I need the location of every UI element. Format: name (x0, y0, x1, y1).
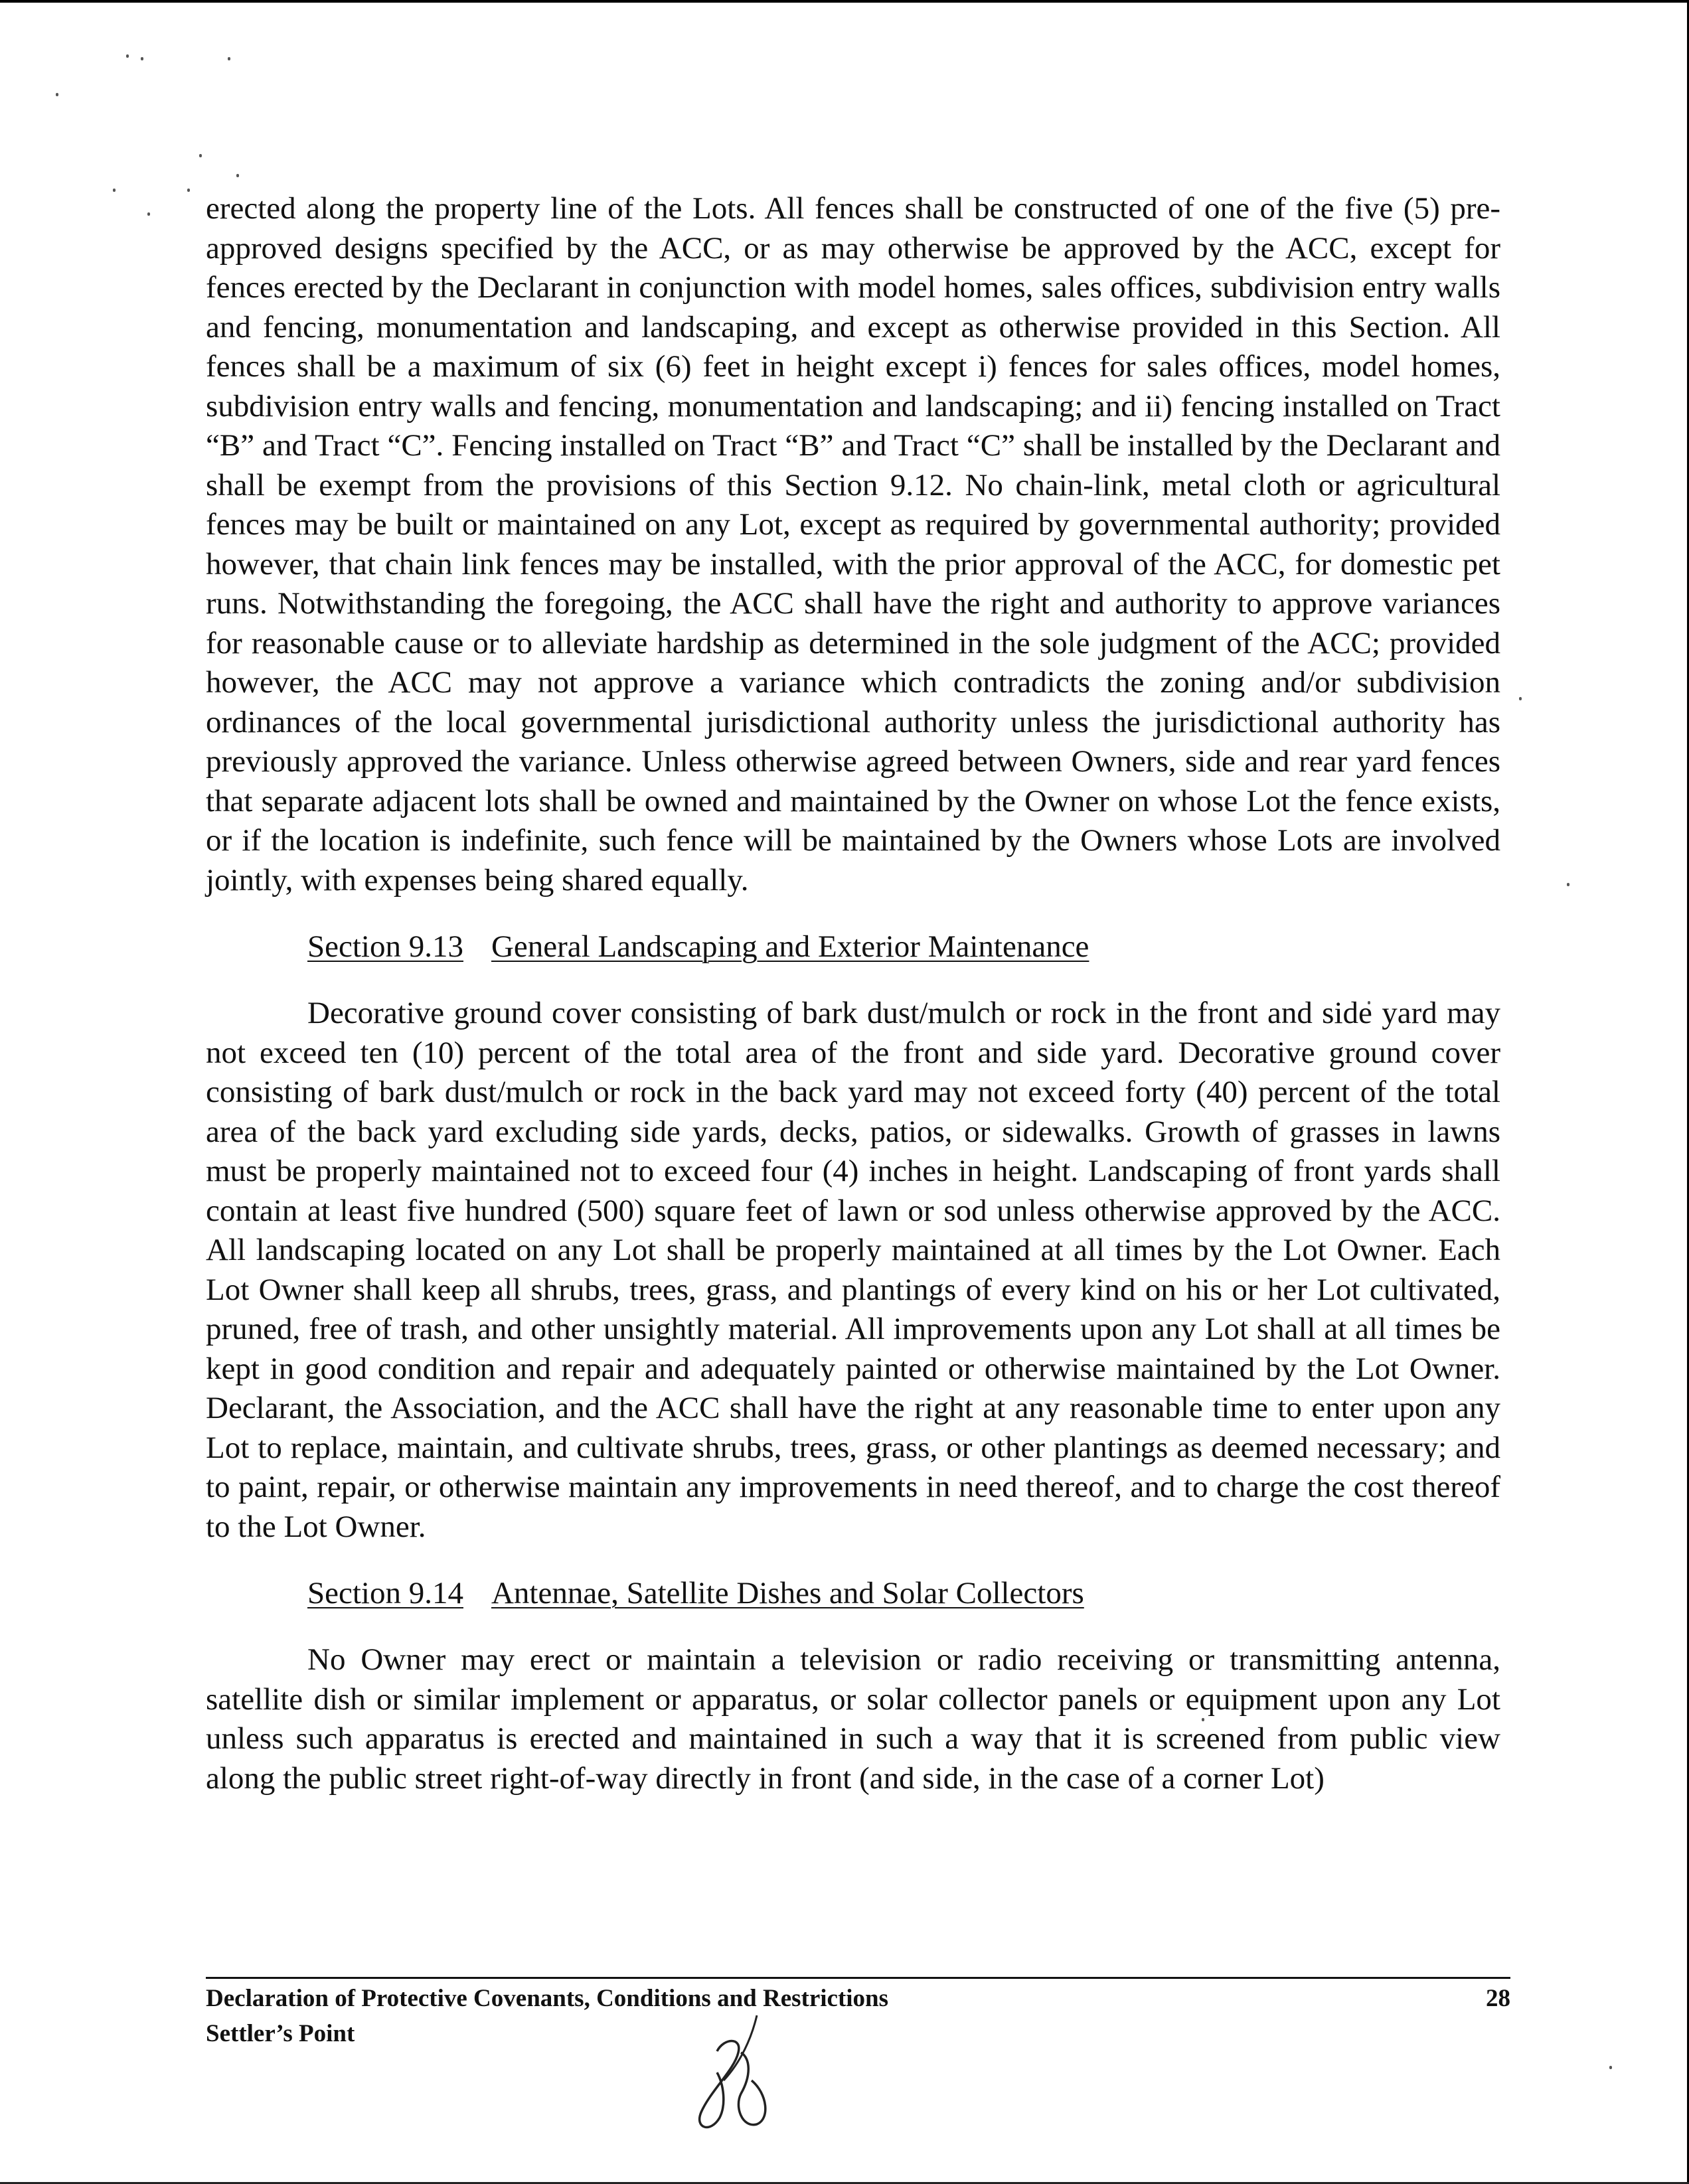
section-heading-9-13 (307, 927, 1500, 967)
paragraph-landscaping: Decorative ground cover consisting of bark dust/mulch or rock in the front and side yard may not exceed ten (10) percent of the total area of the front and side yard. Decorative ground cover consisting of bark dust/mulch or rock in the back yard may not exceed forty (40) percent of the total area of the back yard excluding side yards, decks, patios, or sidewalks. Growth of grasses in lawns must be properly maintained not to exceed four (4) inches in height. Landscaping of front yards shall contain at least five hundred (500) square feet of lawn or sod unless otherwise approved by the ACC. All landscaping located on any Lot shall be properly maintained at all times by the Lot Owner. Each Lot Owner shall keep all shrubs, trees, grass, and plantings of every kind on his or her Lot cultivated, pruned, free of trash, and other unsightly material. All improvements upon any Lot shall at all times be kept in good condition and repair and adequately painted or otherwise maintained by the Lot Owner. Declarant, the Association, and the ACC shall have the right at any reasonable time to enter upon any Lot to replace, maintain, and cultivate shrubs, trees, grass, or other plantings as deemed necessary; and to paint, repair, or otherwise maintain any improvements in need thereof, and to charge the cost thereof to the Lot Owner. (206, 996, 1500, 1544)
scan-speck (141, 57, 143, 60)
section-number: Section 9.13 (307, 929, 463, 964)
scan-speck (236, 174, 239, 177)
scan-speck (1567, 883, 1569, 886)
footer-divider (206, 1977, 1510, 1979)
footer-document-title: Declaration of Protective Covenants, Conditions and Restrictions (206, 1985, 889, 2012)
scan-speck (113, 189, 116, 192)
scan-speck (187, 189, 190, 192)
page-number: 28 (1486, 1985, 1510, 2012)
scan-speck (1519, 697, 1522, 700)
handwritten-initials (677, 2011, 803, 2138)
paragraph-fences-continued: erected along the property line of the Lots. All fences shall be constructed of one of the five (5) pre-approved designs specified by the ACC, or as may otherwise be approved by the ACC, except for fences erected by the Declarant in conjunction with model homes, sales offices, subdivision entry walls and fencing, monumentation and landscaping, and except as otherwise provided in this Section. All fences shall be a maximum of six (6) feet in height except i) fences for sales offices, model homes, subdivision entry walls and fencing, monumentation and landscaping; and ii) fencing installed on Tract “B” and Tract “C”. Fencing installed on Tract “B” and Tract “C” shall be installed by the Declarant and shall be exempt from the provisions of this Section 9.12. No chain-link, metal cloth or agricultural fences may be built or maintained on any Lot, except as required by governmental authority; provided however, that chain link fences may be installed, with the prior approval of the ACC, for domestic pet runs. Notwithstanding the foregoing, the ACC shall have the right and authority to approve variances for reasonable cause or to alleviate hardship as determined in the sole judgment of the ACC; provided however, the ACC may not approve a variance which contradicts the zoning and/or subdivision ordinances of the local governmental jurisdictional authority unless the jurisdictional authority has previously approved the variance. Unless otherwise agreed between Owners, side and rear yard fences that separate adjacent lots shall be owned and maintained by the Owner on whose Lot the fence exists, or if the location is indefinite, such fence will be maintained by the Owners whose Lots are involved jointly, with expenses being shared equally. (206, 191, 1500, 897)
scan-speck (1609, 2066, 1612, 2069)
scan-speck (126, 54, 129, 58)
footer-project-name: Settler’s Point (206, 2020, 355, 2047)
scan-speck (199, 154, 202, 157)
scan-speck (56, 93, 58, 96)
section-title: Antennae, Satellite Dishes and Solar Collectors (491, 1576, 1084, 1610)
scan-speck (228, 57, 230, 60)
paragraph-antennae: No Owner may erect or maintain a television or radio receiving or transmitting antenna, satellite dish or similar implement or apparatus, or solar collector panels or equipment upon any Lot unless such apparatus is erected and maintained in such a way that it is screened from public view along the public street right-of-way directly in front (and side, in the case of a corner Lot) (206, 1642, 1500, 1796)
document-body (206, 189, 1500, 1798)
scan-border-top (0, 0, 1689, 3)
section-title: General Landscaping and Exterior Maintenance (491, 929, 1089, 964)
page-footer (206, 1981, 1510, 2051)
section-number: Section 9.14 (307, 1576, 463, 1610)
scan-speck (147, 212, 150, 216)
section-heading-9-14 (307, 1574, 1500, 1613)
